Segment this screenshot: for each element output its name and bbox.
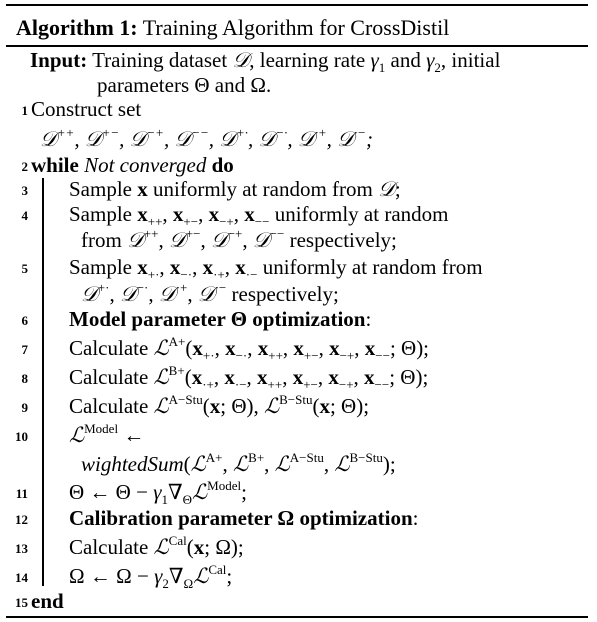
line-text: [69, 306, 371, 332]
algo-line-5b: [6, 281, 588, 307]
algo-line-1b: [6, 126, 588, 152]
keyword-do: do: [211, 153, 234, 177]
algo-line-3: [6, 176, 588, 202]
line-number: 7: [21, 342, 28, 357]
line-number: 12: [15, 512, 28, 527]
line-text: Calculate $ℒ^{A+}(x_{+\cdot}$, $x_{-\cdot}$, $x_{++}$, $x_{+-}$, $x_{-+}$, $x_{--}$; Θ);: [69, 334, 430, 363]
line-text: Calculate $ℒ^{B+}(x_{\cdot+}$, $x_{\cdot-}$, $x_{++}$, $x_{+-}$, $x_{-+}$, $x_{--}$; Θ);: [69, 363, 429, 392]
algo-line-12: [6, 505, 588, 531]
input-label: Input:: [30, 48, 88, 72]
input-line: [6, 47, 588, 73]
line-text: 𝒟++, 𝒟+−, 𝒟−+, 𝒟−−, 𝒟+·, 𝒟−·, 𝒟·+, 𝒟·−;: [40, 125, 373, 151]
algo-line-4b: [6, 227, 588, 253]
algo-line-1: [6, 96, 588, 122]
input-line-2: [6, 72, 588, 98]
section-heading: Model parameter Θ optimization: [69, 307, 366, 331]
while-condition: Not converged: [84, 153, 207, 177]
line-text: wightedSum(ℒ$^{A+}$, ℒ$^{B+}$, ℒ$^{A-Stu}$, ℒ$^{B-Stu}$);: [81, 450, 396, 476]
algorithm-box: [6, 4, 588, 613]
algo-line-14: [6, 563, 588, 589]
input-text-2: parameters Θ and Ω.: [97, 73, 272, 97]
algo-line-15: [6, 588, 588, 614]
algo-line-10b: [6, 451, 588, 477]
algo-line-2: [6, 152, 588, 178]
algo-line-9: [6, 393, 588, 419]
algo-line-13: [6, 534, 588, 560]
line-number: 14: [15, 570, 28, 585]
algo-line-5: [6, 254, 588, 280]
line-number: 10: [15, 429, 28, 444]
heading-colon: :: [365, 307, 372, 331]
algo-line-6: [6, 306, 588, 332]
algorithm-label: Algorithm 1:: [16, 15, 138, 40]
line-number: 8: [21, 371, 28, 386]
bottom-rule: [6, 616, 588, 618]
line-number: 13: [15, 541, 28, 556]
algo-line-4: [6, 201, 588, 227]
line-text: Calculate ℒ$^{Cal}$(x; Ω);: [69, 533, 244, 559]
algo-line-10: [6, 422, 588, 448]
algo-line-11: [6, 479, 588, 505]
algorithm-title-text: Training Algorithm for CrossDistil: [142, 15, 450, 40]
line-text: Construct set: [31, 97, 142, 121]
heading-colon: :: [412, 506, 419, 530]
line-number: 15: [15, 595, 28, 610]
input-text: Training dataset 𝒟, learning rate $\gamma_1$ and $\gamma_2$, initial: [92, 48, 501, 75]
algo-line-8: [6, 364, 588, 390]
line-text: from 𝒟++, 𝒟+−, 𝒟−+, 𝒟−− respectively;: [81, 226, 397, 252]
line-number: 5: [21, 261, 28, 276]
line-text: Ω ← $\Omega - \gamma_2\nabla_\Omega ℒ^{Cal}$;: [69, 562, 233, 591]
line-number: 1: [21, 103, 28, 118]
algo-line-7: [6, 335, 588, 361]
line-number: 2: [21, 159, 28, 174]
line-text: [31, 152, 234, 178]
line-number: 11: [15, 486, 28, 501]
line-text: Calculate ℒ$^{A-Stu}$(x; Θ), ℒ$^{B-Stu}$(x; Θ);: [69, 392, 370, 418]
line-number: 3: [21, 183, 28, 198]
line-text: Sample $x_{+\cdot}$, $x_{-\cdot}$, $x_{\cdot+}$, $x_{\cdot-}$ uniformly at random from: [69, 255, 483, 282]
line-number: 9: [21, 400, 28, 415]
section-heading: Calibration parameter Ω optimization: [69, 506, 413, 530]
line-text: 𝒟+·, 𝒟−·, 𝒟·+, 𝒟·− respectively;: [81, 280, 339, 306]
line-text: ℒ$^{Model}$ ←: [69, 421, 145, 447]
line-text: Sample x uniformly at random from 𝒟;: [69, 177, 401, 201]
top-rule: [6, 4, 588, 6]
keyword-end: end: [31, 589, 64, 613]
line-text: Θ ← $\Theta - \gamma_1\nabla_\Theta ℒ^{Model}$;: [69, 478, 247, 507]
keyword-while: while: [31, 153, 79, 177]
algorithm-title: [16, 15, 449, 41]
line-number: 6: [21, 313, 28, 328]
line-text: [69, 505, 418, 531]
line-text: Sample $x_{++}$, $x_{+-}$, $x_{-+}$, $x_{--}$ uniformly at random: [69, 202, 449, 229]
line-number: 4: [21, 208, 28, 223]
